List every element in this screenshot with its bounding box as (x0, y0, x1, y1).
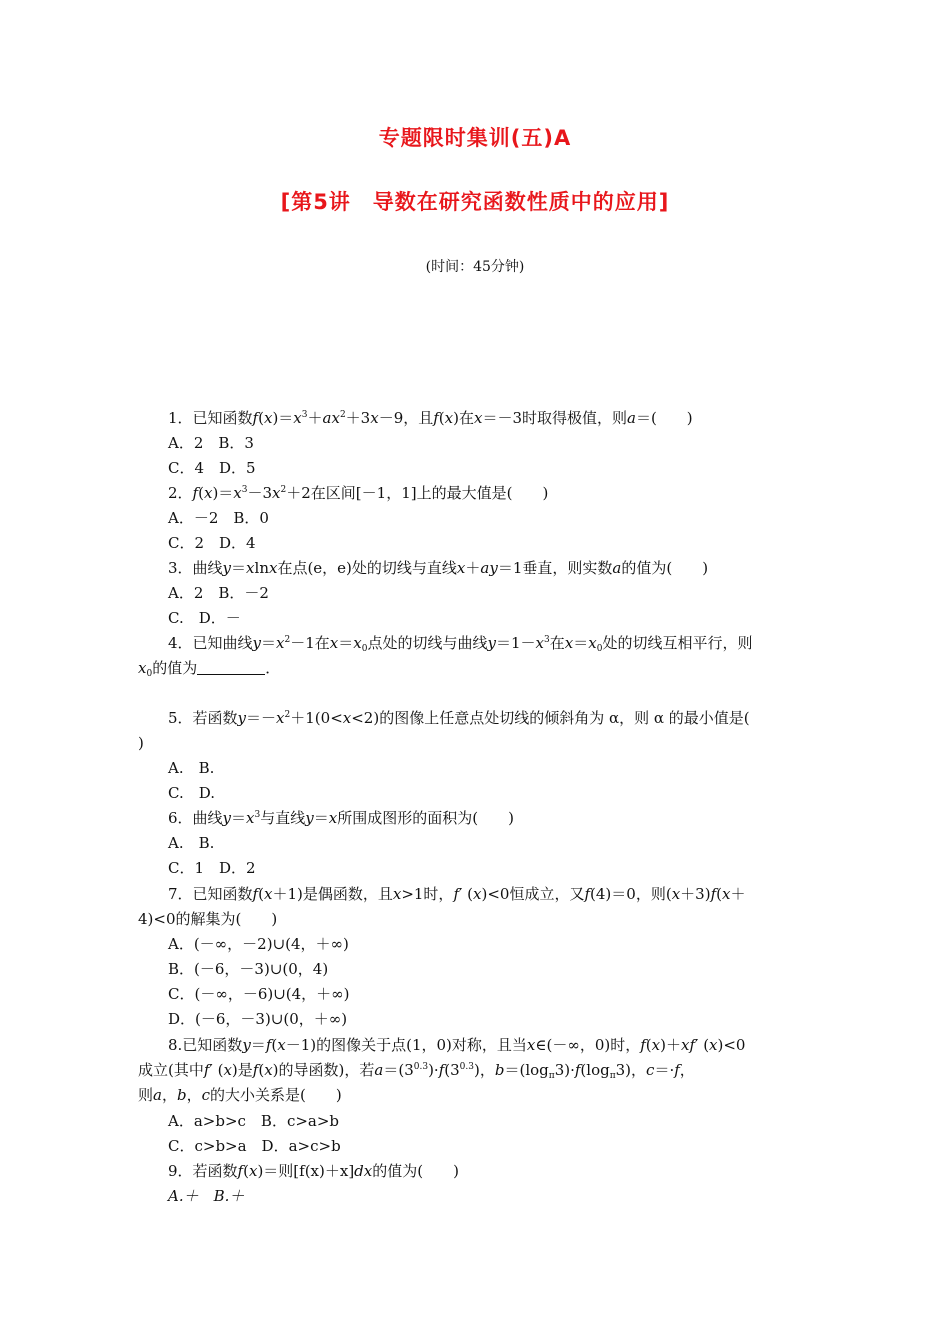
question-1-options-ab: A．2 B．3 (168, 434, 254, 452)
question-8-line-3: 则a，b，c的大小关系是( ) (138, 1086, 342, 1104)
question-2: 2．$f(x)=x^3-3x^2+2$在区间[－1，1]上的最大值是( ) (168, 484, 549, 502)
answer-blank[interactable] (197, 660, 265, 675)
page-subtitle: [第5讲 导数在研究函数性质中的应用] (280, 190, 670, 214)
question-8-options-cd: C．c>b>a D．a>c>b (168, 1137, 341, 1155)
question-6: 6．曲线$y=x^3$与直线y＝x所围成图形的面积为( ) (168, 809, 514, 827)
question-9: 9．若函数f(x)＝则[f(x)＋x]dx的值为( ) (168, 1162, 459, 1180)
question-3: 3．曲线y＝xlnx在点(e，e)处的切线与直线x＋ay＝1垂直，则实数a的值为( ) (168, 559, 709, 577)
question-3-options-cd: C. D．－ (168, 609, 241, 627)
question-7-option-b: B．(－6，－3)∪(0，4) (168, 960, 329, 978)
question-8-options-ab: A．a>b>c B．c>a>b (168, 1112, 340, 1130)
question-7-option-a: A．(－∞，－2)∪(4，＋∞) (168, 935, 349, 953)
page-title: 专题限时集训(五)A (378, 126, 572, 150)
question-3-options-ab: A．2 B．－2 (168, 584, 269, 602)
question-1-options-cd: C．4 D．5 (168, 459, 256, 477)
question-6-options-cd: C．1 D．2 (168, 859, 256, 877)
question-4: 4．已知曲线$y=x^2-1$在$x=x_0$点处的切线与曲线$y=1-x^3$在$x=x_0$处的切线互相平行，则 (168, 634, 753, 654)
question-1: 1．已知函数$f(x)=x^3+ax^2+3x-9$，且f(x)在x＝－3时取得极值，则a＝( ) (168, 409, 693, 427)
question-6-options-ab: A. B. (168, 834, 215, 852)
question-7-line-2: 4)<0的解集为( ) (138, 910, 278, 928)
question-5-options-ab: A. B. (168, 759, 215, 777)
question-5: 5．若函数$y=-x^2+1(0<x<2)$的图像上任意点处切线的倾斜角为 α，则 α 的最小值是( (168, 709, 750, 727)
question-5-line-2: ) (138, 734, 144, 752)
question-7: 7．已知函数f(x＋1)是偶函数，且x>1时，f′ (x)<0恒成立，又f(4)＝0，则(x＋3)f(x＋ (168, 885, 746, 903)
question-9-options-ab: A.＋ B.＋ (168, 1187, 245, 1205)
question-7-option-d: D．(－6，－3)∪(0，＋∞) (168, 1010, 348, 1028)
question-4-line-2: $x_0$的值为 ． (138, 659, 281, 679)
question-8-line-2: 成立(其中f′ (x)是f(x)的导函数)，若$a=(3^{0.3})\cdot f(3^{0.3})$，$b=(\log_\pi 3)\cdot f(\log_\pi 3)$，c＝·f， (138, 1061, 695, 1081)
time-note: (时间：45分钟) (425, 259, 525, 275)
question-5-options-cd: C. D. (168, 784, 215, 802)
question-8: 8.已知函数y＝f(x－1)的图像关于点(1，0)对称，且当x∈(－∞，0)时，f(x)＋xf′ (x)<0 (168, 1036, 746, 1054)
question-2-options-ab: A．－2 B．0 (168, 509, 269, 527)
question-7-option-c: C．(－∞，－6)∪(4，＋∞) (168, 985, 350, 1003)
question-2-options-cd: C．2 D．4 (168, 534, 256, 552)
